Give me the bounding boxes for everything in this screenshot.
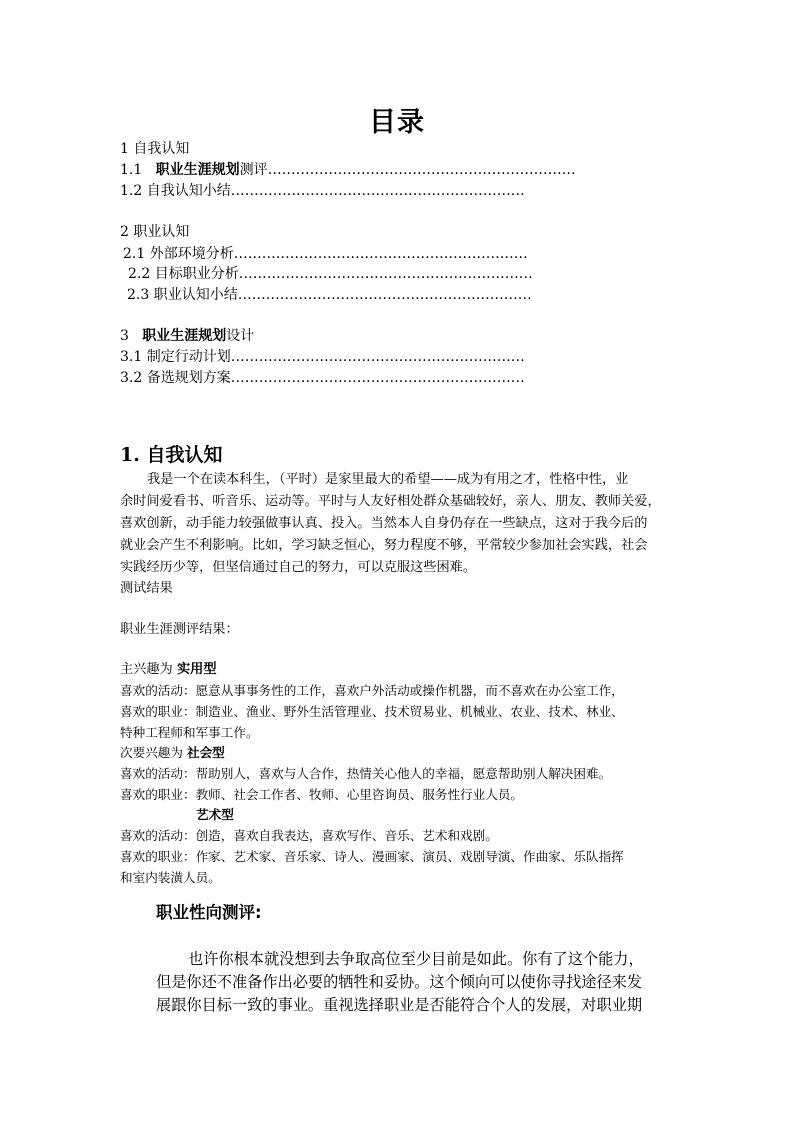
intro-line-4: 就业会产生不利影响。比如，学习缺乏恒心，努力程度不够，平常较少参加社会实践，社会 — [120, 538, 648, 553]
toc-entry-3 — [120, 326, 254, 346]
toc-entry-3-2: 3.2 备选规划方案……………………………………………………… — [120, 370, 525, 386]
toc-entry-1-1-text: 测评………………………………………………………… — [239, 162, 576, 178]
third-line-1: 喜欢的活动：创造，喜欢自我表达，喜欢写作、音乐、艺术和戏剧。 — [120, 828, 498, 843]
third-line-2: 喜欢的职业：作家、艺术家、音乐家、诗人、漫画家、演员、戏剧导演、作曲家、乐队指挥 — [120, 849, 624, 864]
toc-entry-1-1-number: 1.1 — [120, 162, 143, 178]
test-result-label: 测试结果 — [120, 581, 173, 596]
toc-title: 目录 — [369, 107, 425, 138]
secondary-interest-label: 次要兴趣为 — [120, 745, 183, 760]
toc-entry-3-bold: 职业生涯规划 — [142, 328, 227, 344]
toc-entry-3-1: 3.1 制定行动计划……………………………………………………… — [120, 349, 525, 365]
intro-line-2: 余时间爱看书、听音乐、运动等。平时与人友好相处群众基础较好，亲人、朋友、教师关爱， — [120, 494, 661, 509]
primary-line-1: 喜欢的活动：愿意从事事务性的工作，喜欢户外活动或操作机器，而不喜欢在办公室工作， — [120, 683, 624, 698]
toc-entry-3-text: 设计 — [226, 328, 255, 344]
toc-entry-3-number: 3 — [120, 328, 129, 344]
career-test-result-label: 职业生涯测评结果： — [120, 622, 239, 637]
secondary-line-2: 喜欢的职业：教师、社会工作者、牧师、心里咨询员、服务性行业人员。 — [120, 787, 523, 802]
secondary-interest — [120, 742, 225, 763]
primary-interest-label: 主兴趣为 — [120, 662, 173, 677]
toc-entry-2-2: 2.2 目标职业分析……………………………………………………… — [128, 266, 533, 282]
intro-line-3: 喜欢创新，动手能力较强做事认真、投入。当然本人自身仍存在一些缺点，这对于我今后的 — [120, 516, 648, 531]
toc-entry-2-3: 2.3 职业认知小结……………………………………………………… — [127, 287, 532, 303]
third-line-3: 和室内装潢人员。 — [120, 870, 221, 885]
intro-line-1: 我是一个在读本科生，（平时）是家里最大的希望——成为有用之才，性格中性，业 — [147, 472, 629, 487]
secondary-line-1: 喜欢的活动：帮助别人，喜欢与人合作，热情关心他人的幸福，愿意帮助别人解决困难。 — [120, 766, 612, 781]
toc-entry-2: 2 职业认知 — [120, 224, 190, 240]
primary-interest-type: 实用型 — [176, 662, 217, 677]
toc-entry-1-1-bold: 职业生涯规划 — [155, 162, 240, 178]
toc-entry-1-2: 1.2 自我认知小结……………………………………………………… — [120, 183, 525, 199]
toc-entry-1-1 — [120, 160, 576, 180]
orientation-heading: 职业性向测评: — [156, 903, 262, 922]
intro-line-5: 实践经历少等，但坚信通过自己的努力，可以克服这些困难。 — [120, 560, 477, 575]
primary-line-3: 特种工程师和军事工作。 — [120, 725, 259, 740]
primary-interest — [120, 659, 217, 681]
orientation-line-1: 也许你根本就没想到去争取高位至少目前是如此。你有了这个能力， — [188, 950, 644, 968]
third-interest-type: 艺术型 — [196, 807, 234, 822]
secondary-interest-type: 社会型 — [186, 745, 225, 760]
section-1-heading: 1. 自我认知 — [120, 444, 223, 466]
toc-entry-2-1: 2.1 外部环境分析……………………………………………………… — [123, 246, 528, 262]
toc-entry-1: 1 自我认知 — [120, 141, 190, 157]
primary-line-2: 喜欢的职业：制造业、渔业、野外生活管理业、技术贸易业、机械业、农业、技术、林业、 — [120, 704, 624, 719]
orientation-line-2: 但是你还不准备作出必要的牺牲和妥协。这个倾向可以使你寻找途径来发 — [156, 973, 642, 991]
orientation-line-3: 展跟你目标一致的事业。重视选择职业是否能符合个人的发展，对职业期 — [156, 996, 642, 1014]
